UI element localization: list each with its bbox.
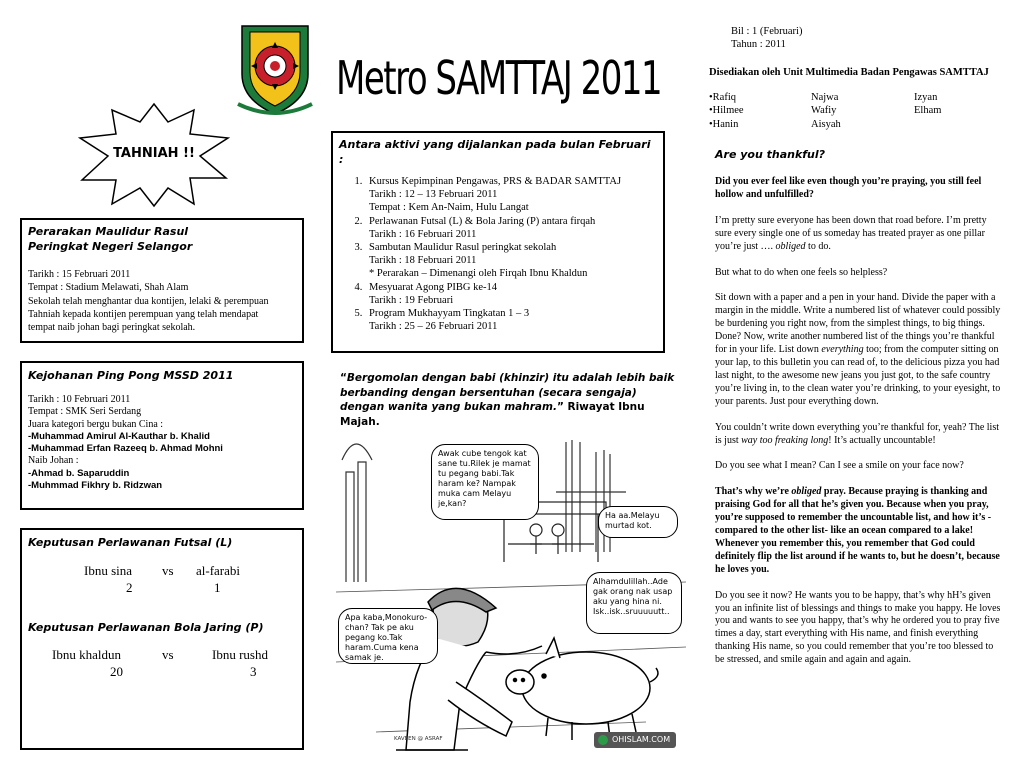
activity-item: 5. Program Mukhayyam Tingkatan 1 – 3 Tarikh : 25 – 26 Februari 2011: [365, 307, 657, 333]
futsal-score: Ibnu sina vs al-farabi 2 1: [84, 563, 241, 595]
winner-name: -Muhammad Erfan Razeeq b. Ahmad Mohni: [28, 443, 223, 455]
team-member: Najwa: [811, 92, 839, 103]
article-paragraph: Sit down with a paper and a pen in your hand. Divide the paper with a margin in the middle. Write a numbered list of whatever could possibly be burdening you right now, from the simplest things, to big things. Done? Now, write another numbered list of the things you’re thankful for in your life. List down everything too; from the computer sitting on your lap, to this bulletin you can read of, to the delicious pizza you had last night, to the awesome new jeans you just got, to the safe country you’re living in, to the clean water you’re drinking, to your eyesight, to your parents. Just pour everything down.: [715, 292, 1001, 407]
activity-item: 1. Kursus Kepimpinan Pengawas, PRS & BADAR SAMTTAJ Tarikh : 12 – 13 Februari 2011 Tempat : Kem An-Naim, Hulu Langat: [365, 175, 657, 215]
issue-number: Bil : 1 (Februari): [731, 26, 803, 37]
netball-title: Keputusan Perlawanan Bola Jaring (P): [28, 621, 264, 634]
maulidur-box: [20, 218, 304, 343]
score: 3: [250, 664, 257, 679]
article-paragraph: You couldn’t write down everything you’re thankful for, yeah? The list is just way too freaking long! It’s actually uncountable!: [715, 421, 999, 446]
pingpong-details: Tarikh : 10 Februari 2011 Tempat : SMK Seri Serdang Juara kategori bergu bukan Cina : -Muhammad Amirul Al-Kauthar b. Khalid -Muhammad Erfan Razeeq b. Ahmad Mohni Naib Johan : -Ahmad b. Saparuddin -Muhmmad Fikhry b. Ridzwan: [28, 394, 296, 492]
score: 1: [214, 580, 221, 595]
team-list: [709, 91, 1009, 131]
prepared-by: Disediakan oleh Unit Multimedia Badan Pengawas SAMTTAJ: [709, 67, 989, 78]
winner-name: -Muhammad Amirul Al-Kauthar b. Khalid: [28, 430, 210, 442]
school-crest-logo: [236, 18, 314, 118]
ohislam-logo-icon: [598, 735, 608, 745]
score: 2: [126, 580, 133, 595]
ohislam-watermark: OHISLAM.COM: [594, 732, 676, 748]
thankful-article: [715, 148, 1003, 667]
team-name: Ibnu khaldun: [52, 647, 121, 662]
speech-bubble: Apa kaba,Monokuro-chan? Tak pe aku pegang ko.Tak haram.Cuma kena samak je.: [338, 608, 438, 664]
article-paragraph: But what to do when one feels so helpless?: [715, 266, 888, 278]
team-member: Wafiy: [811, 105, 837, 117]
results-box: [20, 528, 304, 750]
pingpong-title: Kejohanan Ping Pong MSSD 2011: [28, 369, 234, 382]
article-paragraph: Do you see what I mean? Can I see a smile on your face now?: [715, 460, 964, 472]
team-name: Ibnu rushd: [212, 647, 268, 662]
comic-illustration: [336, 432, 686, 754]
score: 20: [110, 664, 123, 679]
article-paragraph: Do you see it now? He wants you to be happy, that’s why hH’s given you an infinite list of blessings and things to make you happy. He loves you and wants to see you happy, that’s why he ordered you to pray five times a day, start everything with His name, and finish everything thanking His name, so you could remember that you’re too blessed to be stressed, and smile again and again and again.: [715, 589, 1001, 666]
futsal-title: Keputusan Perlawanan Futsal (L): [28, 536, 233, 549]
team-member: •Hilmee: [709, 105, 744, 117]
tahniah-starburst: [76, 100, 232, 210]
activity-item: 4. Mesyuarat Agong PIBG ke-14 Tarikh : 19 Februari: [365, 281, 657, 307]
activities-list: [339, 175, 657, 333]
team-member: Elham: [914, 105, 942, 117]
netball-score: Ibnu khaldun vs Ibnu rushd 20 3: [52, 647, 268, 679]
activities-box: [331, 131, 665, 353]
artist-signature: KAVEEN @ ASRAF: [394, 736, 443, 742]
activity-item: 2. Perlawanan Futsal (L) & Bola Jaring (P) antara firqah Tarikh : 16 Februari 2011: [365, 215, 657, 241]
issue-info: [731, 25, 881, 51]
runnerup-name: -Ahmad b. Saparuddin: [28, 467, 130, 479]
article-title: Are you thankful?: [715, 148, 826, 161]
maulidur-details: Tarikh : 15 Februari 2011 Tempat : Stadium Melawati, Shah Alam Sekolah telah menghantar dua kontijen, lelaki & perempuan Tahniah kepada kontijen perempuan yang telah mendapat tempat naib johan bagi peringkat sekolah.: [28, 269, 269, 334]
issue-year: Tahun : 2011: [731, 39, 786, 50]
article-paragraph: That’s why we’re obliged pray. Because praying is thanking and praising God for all that he’s given you. Because when you pray, you’re supposed to remember the uncountable list, and how it’s -compared to the other list- like an ocean compared to a lake! Whenever you remember this, you remember that God could definitely flip the list around if he wants to, but he doesn’t, because he loves you.: [715, 486, 1000, 575]
maulidur-title: Perarakan Maulidur Rasul Peringkat Negeri Selangor: [28, 225, 193, 253]
activities-title: Antara aktivi yang dijalankan pada bulan Februari :: [339, 138, 651, 166]
hadith-quote: “Bergomolan dengan babi (khinzir) itu adalah lebih baik berbanding dengan bersentuhan (secara sengaja) dengan wanita yang bukan mahram.” Riwayat Ibnu Majah.: [340, 372, 675, 428]
tahniah-text: TAHNIAH !!: [113, 146, 195, 161]
activity-item: 3. Sambutan Maulidur Rasul peringkat sekolah Tarikh : 18 Februari 2011 * Perarakan – Dimenangi oleh Firqah Ibnu Khaldun: [365, 241, 657, 281]
runnerup-name: -Muhmmad Fikhry b. Ridzwan: [28, 480, 163, 492]
team-member: Izyan: [914, 92, 938, 103]
newsletter-title: Metro SAMTTAJ 2011: [336, 52, 662, 106]
speech-bubble: Awak cube tengok kat sane tu.Rilek je mamat tu pegang babi.Tak haram ke? Nampak muka cam Melayu je,kan?: [431, 444, 539, 520]
team-member: •Hanin: [709, 118, 739, 130]
article-paragraph: I’m pretty sure everyone has been down that road before. I’m pretty sure every single one of us someday has treated prayer as one pillar you’re just …. obliged to do.: [715, 214, 987, 252]
speech-bubble: Ha aa.Melayu murtad kot.: [598, 506, 678, 538]
team-name: Ibnu sina: [84, 563, 133, 578]
team-name: al-farabi: [196, 563, 241, 578]
team-member: Aisyah: [811, 118, 841, 130]
speech-bubble: Alhamdulillah..Ade gak orang nak usap aku yang hina ni. Isk..isk..sruuuuutt..: [586, 572, 682, 634]
pingpong-box: [20, 361, 304, 510]
team-member: •Rafiq: [709, 92, 737, 103]
article-lead: Did you ever feel like even though you’re praying, you still feel hollow and unfulfilled?: [715, 176, 982, 200]
